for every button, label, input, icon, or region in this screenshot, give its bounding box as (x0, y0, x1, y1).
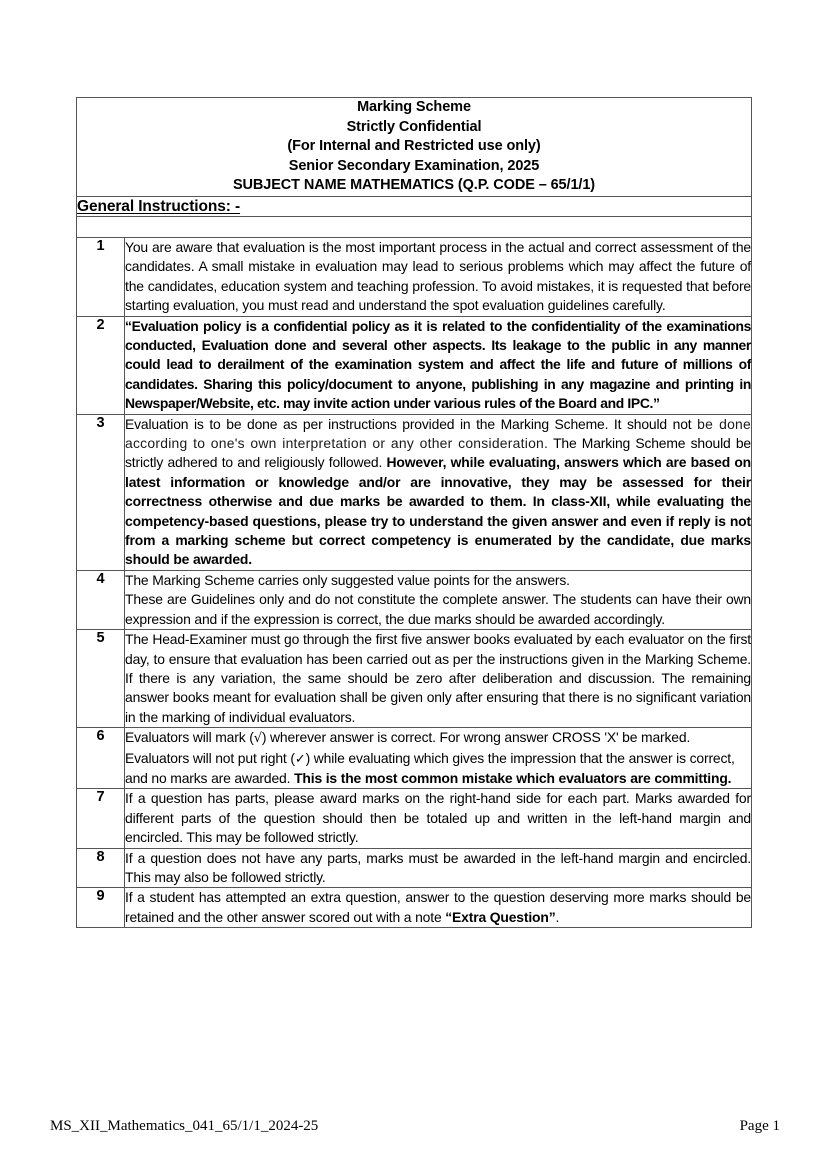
instruction-number-3: 3 (77, 414, 125, 570)
instruction-body-1 (125, 237, 752, 316)
instruction-text-3 (125, 415, 751, 570)
instruction-row-1 (77, 237, 752, 316)
instruction-3-segment-c: The Marking Scheme should be strictly adhered to and religiously followed. (125, 435, 751, 471)
instruction-number-1: 1 (77, 237, 125, 316)
instruction-body-5 (125, 630, 752, 728)
instruction-9-segment-a: If a student has attempted an extra question, answer to the question deserving more marks should be retained and the other answer scored out with a note (125, 889, 751, 925)
instruction-6-segment-c: ) while evaluating which gives the impression that the answer is correct, and no marks are awarded. (125, 749, 735, 786)
instruction-number-2: 2 (77, 316, 125, 414)
instruction-number-7: 7 (77, 789, 125, 848)
instruction-body-3 (125, 414, 752, 570)
instruction-3-segment-b: be done according to one's own interpretation or any other consideration. (125, 415, 751, 452)
checkmark-icon: ✓ (294, 751, 306, 767)
general-instructions-row (77, 196, 752, 216)
table-header-row (77, 98, 752, 197)
instruction-number-4: 4 (77, 570, 125, 629)
instruction-body-4 (125, 570, 752, 629)
instruction-row-4 (77, 570, 752, 629)
instruction-text-8: If a question does not have any parts, marks must be awarded in the left-hand margin and encircled. This may also be followed strictly. (125, 849, 751, 885)
instruction-row-9 (77, 888, 752, 928)
instruction-row-8 (77, 848, 752, 888)
instruction-text-6 (125, 728, 751, 788)
instruction-text-2: “Evaluation policy is a confidential policy as it is related to the confidentiality of the examinations conducted, Evaluation done and several other aspects. Its leakage to the public in any manner could lead to derailment of the examination system and affect the life and future of millions of candidates. Sharing this policy/document to anyone, publishing in any magazine and printing in Newspaper/Website, etc. may invite action under various rules of the Board and IPC.” (125, 317, 751, 412)
instruction-row-5 (77, 630, 752, 728)
instruction-body-8 (125, 848, 752, 888)
instruction-6-segment-d: This is the most common mistake which evaluators are committing. (294, 769, 732, 786)
document-header-cell (77, 98, 752, 197)
instruction-3-segment-d: However, while evaluating, answers which are based on latest information or knowledge and/or are innovative, they may be assessed for their correctness otherwise and due marks be awarded to them. In class-XII, while evaluating the competency-based questions, please try to understand the given answer and even if reply is not from a marking scheme but correct competency is enumerated by the candidate, due marks should be awarded. (125, 454, 752, 568)
instruction-text-1: You are aware that evaluation is the most important process in the actual and correct assessment of the candidates. A small mistake in evaluation may lead to serious problems which may affect the future of the candidates, education system and teaching profession. To avoid mistakes, it is requested that before starting evaluation, you must read and understand the spot evaluation guidelines carefully. (125, 238, 751, 314)
marking-scheme-table (76, 97, 752, 928)
instruction-text-4-a: The Marking Scheme carries only suggested value points for the answers. (125, 571, 570, 588)
instruction-text-9 (125, 888, 751, 927)
instruction-row-3 (77, 414, 752, 570)
instruction-body-7 (125, 789, 752, 848)
instruction-6-segment-a: Evaluators will mark ( (125, 729, 254, 746)
instruction-row-2 (77, 316, 752, 414)
instruction-text-7: If a question has parts, please award marks on the right-hand side for each part. Marks awarded for different parts of the question should then be totaled up and written in the left-hand margin and encircled. This may be followed strictly. (125, 790, 751, 846)
page-footer (50, 1118, 780, 1135)
header-line-internal-use: (For Internal and Restricted use only) (287, 138, 541, 155)
spacer-cell (77, 216, 752, 237)
instruction-number-6: 6 (77, 728, 125, 789)
instruction-6-segment-b: ) wherever answer is correct. For wrong answer CROSS 'X' be marked. Evaluators will not put right ( (125, 729, 691, 766)
header-line-examination: Senior Secondary Examination, 2025 (288, 157, 540, 174)
general-instructions-cell (77, 196, 752, 216)
general-instructions-title: General Instructions: - (77, 197, 241, 215)
spacer-row (77, 216, 752, 237)
instruction-number-5: 5 (77, 630, 125, 728)
instruction-text-5: The Head-Examiner must go through the first five answer books evaluated by each evaluator on the first day, to ensure that evaluation has been carried out as per the instructions given in the Marking Scheme. If there is any variation, the same should be zero after deliberation and discussion. The remaining answer books meant for evaluation shall be given only after ensuring that there is no significant variation in the marking of individual evaluators. (125, 631, 751, 725)
footer-document-id: MS_XII_Mathematics_041_65/1/1_2024-25 (50, 1118, 319, 1134)
instruction-row-7 (77, 789, 752, 848)
instruction-text-4-b: These are Guidelines only and do not constitute the complete answer. The students can have their own expression and if the expression is correct, the due marks should be awarded accordingly. (125, 591, 751, 627)
instruction-body-6 (125, 728, 752, 789)
instruction-9-extra-question: “Extra Question” (445, 908, 556, 925)
header-line-marking-scheme: Marking Scheme (357, 99, 471, 115)
footer-page-number: Page 1 (739, 1118, 780, 1134)
instruction-3-segment-a: Evaluation is to be done as per instructions provided in the Marking Scheme. It should not (125, 415, 692, 432)
instruction-9-segment-c: . (555, 908, 560, 925)
instruction-row-6 (77, 728, 752, 789)
instruction-number-9: 9 (77, 888, 125, 928)
instruction-number-8: 8 (77, 848, 125, 888)
header-line-strictly-confidential: Strictly Confidential (346, 118, 482, 135)
instruction-body-2 (125, 316, 752, 414)
header-line-subject-code: SUBJECT NAME MATHEMATICS (Q.P. CODE – 65/1/1) (232, 177, 596, 194)
tick-radical-icon: √ (253, 731, 262, 747)
instruction-body-9 (125, 888, 752, 928)
